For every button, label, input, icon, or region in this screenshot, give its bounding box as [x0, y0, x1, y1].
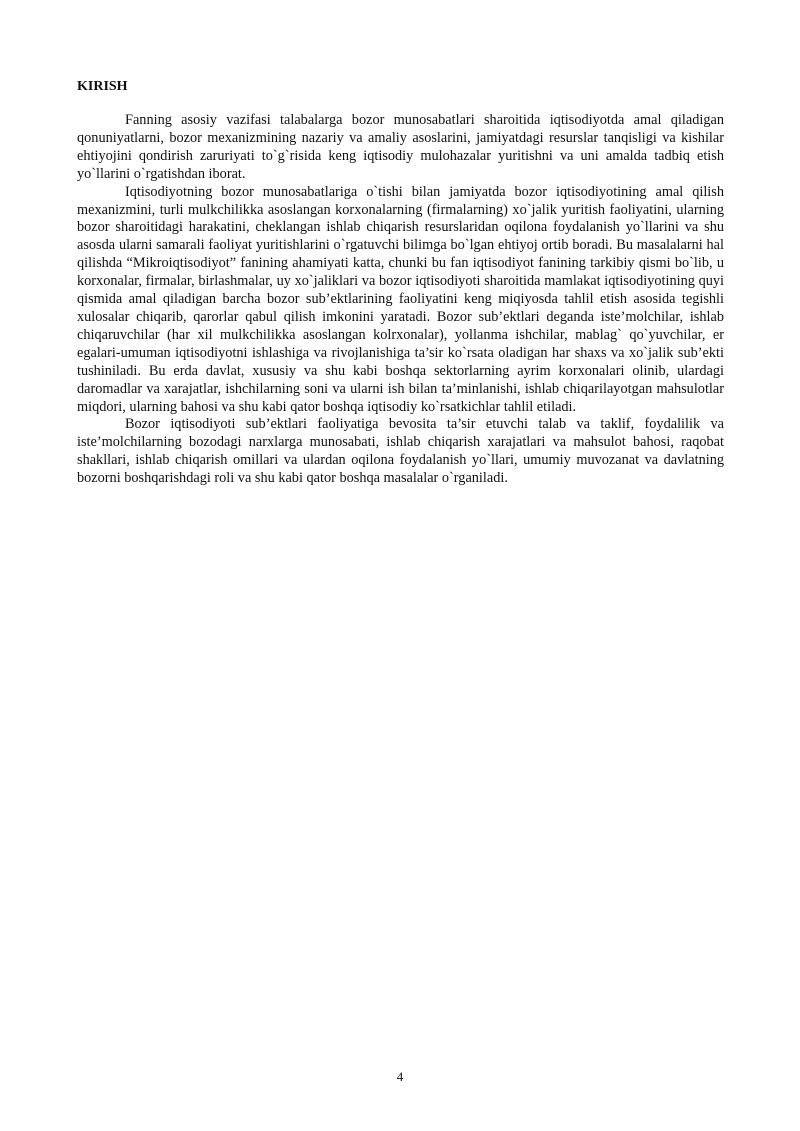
- section-heading: KIRISH: [77, 79, 128, 94]
- page-content: [77, 78, 724, 488]
- page-number: 4: [396, 1069, 404, 1084]
- paragraph-2: Iqtisodiyotning bozor munosabatlariga o`tishi bilan jamiyatda bozor iqtisodiyotining amal qilish mexanizmini, turli mulkchilikka asoslangan korxonalarning (firmalarning) xo`jalik yuritish faoliyatini, ularning bozor sharoitidagi harakatini, cheklangan ishlab chiqarish resurslaridan oqilona foydalanish yo`llarini va shu asosda ularni samarali faoliyat yuritishlarini o`rgatuvchi bilimga bo`lgan ehtiyoj ortib boradi. Bu masalalarni hal qilishda “Mikroiqtisodiyot” fanining ahamiyati katta, chunki bu fan iqtisodiyot fanining tarkibiy qismi bo`lib, u korxonalar, firmalar, birlashmalar, uy xo`jaliklari va bozor iqtisodiyoti sharoitida mamlakat iqtisodiyotining quyi qismida amal qiladigan barcha bozor sub’ektlarining faoliyatini keng miqiyosda tahlil etish asosida tegishli xulosalar chiqarib, qarorlar qabul qilish imkonini yaratadi. Bozor sub’ektlari deganda iste’molchilar, ishlab chiqaruvchilar (har xil mulkchilikka asoslangan kolrxonalar), yollanma ishchilar, mablag` qo`yuvchilar, er egalari-umuman iqtisodiyotni ishlashiga va rivojlanishiga ta’sir ko`rsata oladigan har shaxs va xo`jalik sub’ekti tushiniladi. Bu erda davlat, xususiy va shu kabi boshqa sektorlarning ayrim korxonalari olinib, ulardagi daromadlar va xarajatlar, ishchilarning soni va ularni ish bilan ta’minlanishi, ishlab chiqarilayotgan mahsulotlar miqdori, ularning bahosi va shu kabi qator boshqa iqtisodiy ko`rsatkichlar tahlil etiladi.: [77, 183, 724, 415]
- paragraph-3: Bozor iqtisodiyoti sub’ektlari faoliyatiga bevosita ta’sir etuvchi talab va taklif, foydalilik va iste’molchilarning bozodagi narxlarga munosabati, ishlab chiqarish xarajatlari va mahsulot bahosi, raqobat shakllari, ishlab chiqarish omillari va ulardan oqilona foydalanish yo`llari, umumiy muvozanat va davlatning bozorni boshqarishdagi roli va shu kabi qator boshqa masalalar o`rganiladi.: [77, 416, 724, 487]
- paragraph-1: Fanning asosiy vazifasi talabalarga bozor munosabatlari sharoitida iqtisodiyotda amal qiladigan qonuniyatlarni, bozor mexanizmining nazariy va amaliy asoslarini, jamiyatdagi resurslar tanqisligi va kishilar ehtiyojini qondirish zaruriyati to`g`risida keng iqtisodiy mulohazalar yuritishni va uni amalda tadbiq etish yo`llarini o`rgatishdan iborat.: [77, 112, 724, 182]
